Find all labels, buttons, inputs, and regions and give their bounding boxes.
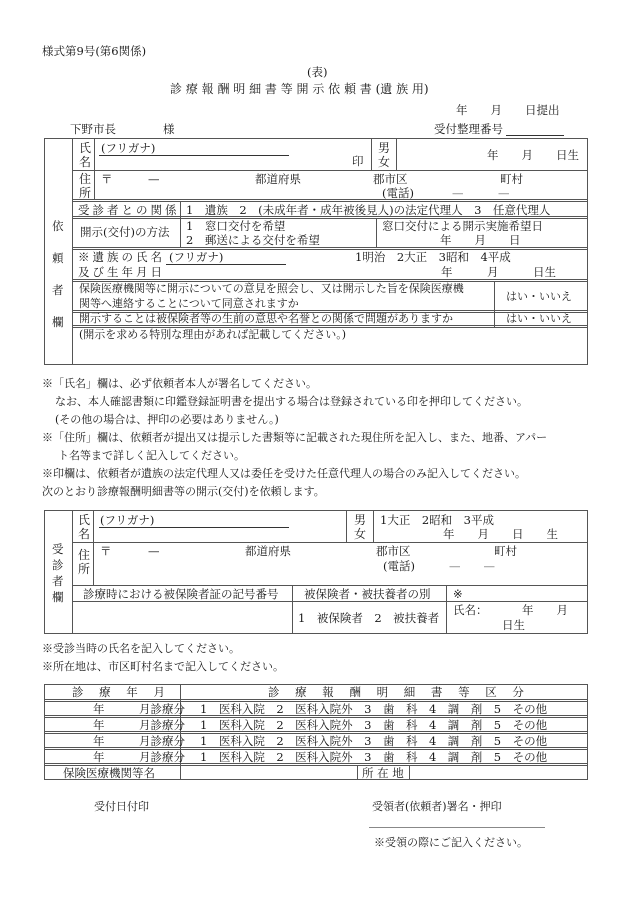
receipt-number-label: 受付整理番号 [434,122,503,136]
institution-label: 保険医療機関等名 [63,766,155,780]
window-date-label: 窓口交付による開示実施希望日 [382,219,543,233]
patient-birth[interactable]: 年 月 日 生 [443,527,558,541]
special-reason-input[interactable] [76,343,584,363]
recipient-sign-label: 受領者(依頼者)署名・押印 [372,800,502,813]
institution-input[interactable] [183,767,355,779]
note-address-line1: ※「住所」欄は、依頼者が提出又は提示した書類等に記載された現住所を記入し、また、地番、アパー [42,431,548,444]
relation-label: 受診者との関係 [78,203,180,217]
receipt-number-field[interactable] [506,135,564,136]
window-date[interactable]: 年 月 日 [440,233,521,247]
name-label: 氏名 [78,141,91,169]
insurance-number-input[interactable] [76,603,288,631]
sex-label[interactable]: 男女 [377,141,390,169]
consent-question-line1: 保険医療機関等に開示についての意見を照会し、又は開示した旨を保険医療機 [79,282,464,295]
receipt-stamp-label: 受付日付印 [94,800,149,813]
consent-answer[interactable]: はい・いいえ [506,290,572,303]
patient-section-label: 受 診 者 欄 [52,542,64,604]
location-label: 所 在 地 [362,766,404,780]
problem-answer[interactable]: はい・いいえ [506,312,572,325]
note-address-line2: ト名等まで詳しく記入してください。 [58,449,245,462]
insured-birth-line2[interactable]: 日生 [502,618,525,632]
phone-label: (電話) [382,186,414,200]
record-month[interactable]: 年 月診療分 [93,718,185,732]
consent-question-line2: 関等へ連絡することについて同意されますか [79,297,299,310]
note-signature: ※「氏名」欄は、必ず依頼者本人が署名してください。 [42,377,317,390]
patient-postal-mark: 〒 [100,544,112,558]
note-seal: なお、本人確認書類に印鑑登録証明書を提出する場合は登録されている印を押印してください。 [55,395,528,408]
method-option-window[interactable]: 1 窓口交付を希望 [186,219,286,233]
bereaved-furigana: (フリガナ) [169,250,224,264]
note-no-seal: (その他の場合は、押印の必要はありません。) [55,413,279,426]
page-title: 診 療 報 酬 明 細 書 等 開 示 依 頼 書 (遺 族 用) [170,82,429,96]
record-month[interactable]: 年 月診療分 [93,750,185,764]
requester-furigana: (フリガナ) [101,141,156,155]
record-category[interactable]: 1 医科入院 2 医科入院外 3 歯 科 4 調 剤 5 その他 [200,718,548,732]
patient-prefecture-label: 都道府県 [245,544,291,558]
record-category[interactable]: 1 医科入院 2 医科入院外 3 歯 科 4 調 剤 5 その他 [200,750,548,764]
phone-dashes: — — [452,186,510,200]
patient-name-label: 氏名 [77,513,90,541]
insured-type-options[interactable]: 1 被保険者 2 被扶養者 [298,611,440,625]
record-month[interactable]: 年 月診療分 [93,734,185,748]
requester-section-label: 依 頼 者 欄 [52,219,64,329]
requester-birth[interactable]: 年 月 日生 [487,148,579,162]
submit-date[interactable]: 年 月 日提出 [456,103,560,117]
insured-birth-line1[interactable]: 年 月 [522,603,568,617]
mark-label: ※ [453,587,463,601]
city-label: 郡市区 [373,172,408,186]
record-category[interactable]: 1 医科入院 2 医科入院外 3 歯 科 4 調 剤 5 その他 [200,734,548,748]
form-number: 様式第9号(第6関係) [42,44,147,58]
recipient-sign-line[interactable] [369,827,545,828]
relation-options[interactable]: 1 遺族 2 (未成年者・成年被後見人)の法定代理人 3 任意代理人 [186,203,551,217]
patient-postal-dash: — [148,544,160,558]
problem-question: 開示することは被保険者等の生前の意思や名誉との関係で問題がありますか [79,312,453,325]
insurance-number-label: 診療時における被保険者証の記号番号 [83,587,279,601]
bereaved-eras[interactable]: 1明治 2大正 3昭和 4平成 [355,250,511,264]
method-option-mail[interactable]: 2 郵送による交付を希望 [186,233,320,247]
postal-mark: 〒 [101,172,113,186]
requester-name-input[interactable] [99,157,359,169]
recipient-note: ※受領の際にご記入ください。 [374,836,528,849]
bereaved-name-input[interactable] [166,250,286,264]
patient-furigana: (フリガナ) [100,513,155,527]
col-category-header: 診 療 報 酬 明 細 書 等 区 分 [268,685,530,699]
location-input[interactable] [412,767,584,779]
addressee: 下野市長 [70,122,116,136]
bereaved-birth-label: 及び生年月日 [78,265,165,279]
patient-address-input[interactable] [99,559,369,571]
patient-phone-label: (電話) [383,559,415,573]
record-month[interactable]: 年 月診療分 [93,702,185,716]
record-category[interactable]: 1 医科入院 2 医科入院外 3 歯 科 4 調 剤 5 その他 [200,702,548,716]
patient-sex-label[interactable]: 男女 [353,513,366,541]
col-month-header: 診 療 年 月 [72,685,171,699]
patient-address-label: 住所 [77,548,90,576]
prefecture-label: 都道府県 [255,172,301,186]
address-label: 住所 [78,172,91,200]
method-label: 開示(交付)の方法 [80,225,170,239]
note-seal-field: ※印欄は、依頼者が遺族の法定代理人又は委任を受けた任意代理人の場合のみ記入してください。 [42,467,526,480]
note-request: 次のとおり診療報酬明細書等の開示(交付)を依頼します。 [42,485,325,498]
honorific: 様 [163,122,175,136]
note-patient-name: ※受診当時の氏名を記入してください。 [42,642,240,655]
note-location: ※所在地は、市区町村名まで記入してください。 [42,660,284,673]
requester-address-input[interactable] [99,186,369,198]
patient-city-label: 郡市区 [376,544,411,558]
bereaved-name-label: ※遺族の氏名 [78,250,165,264]
insured-name-label: 氏名： [453,603,488,617]
town-label: 町村 [500,172,523,186]
seal-mark: 印 [352,154,364,168]
patient-eras[interactable]: 1大正 2昭和 3平成 [380,513,494,527]
form-side: (表) [307,65,328,79]
postal-dash: — [148,172,160,186]
special-reason-label: (開示を求める特別な理由があれば記載してください。) [79,328,347,341]
patient-name-input[interactable] [99,529,339,541]
patient-phone-dashes: — — [449,559,495,573]
insured-type-label: 被保険者・被扶養者の別 [304,587,431,601]
patient-town-label: 町村 [494,544,517,558]
bereaved-birth[interactable]: 年 月 日生 [441,265,556,279]
